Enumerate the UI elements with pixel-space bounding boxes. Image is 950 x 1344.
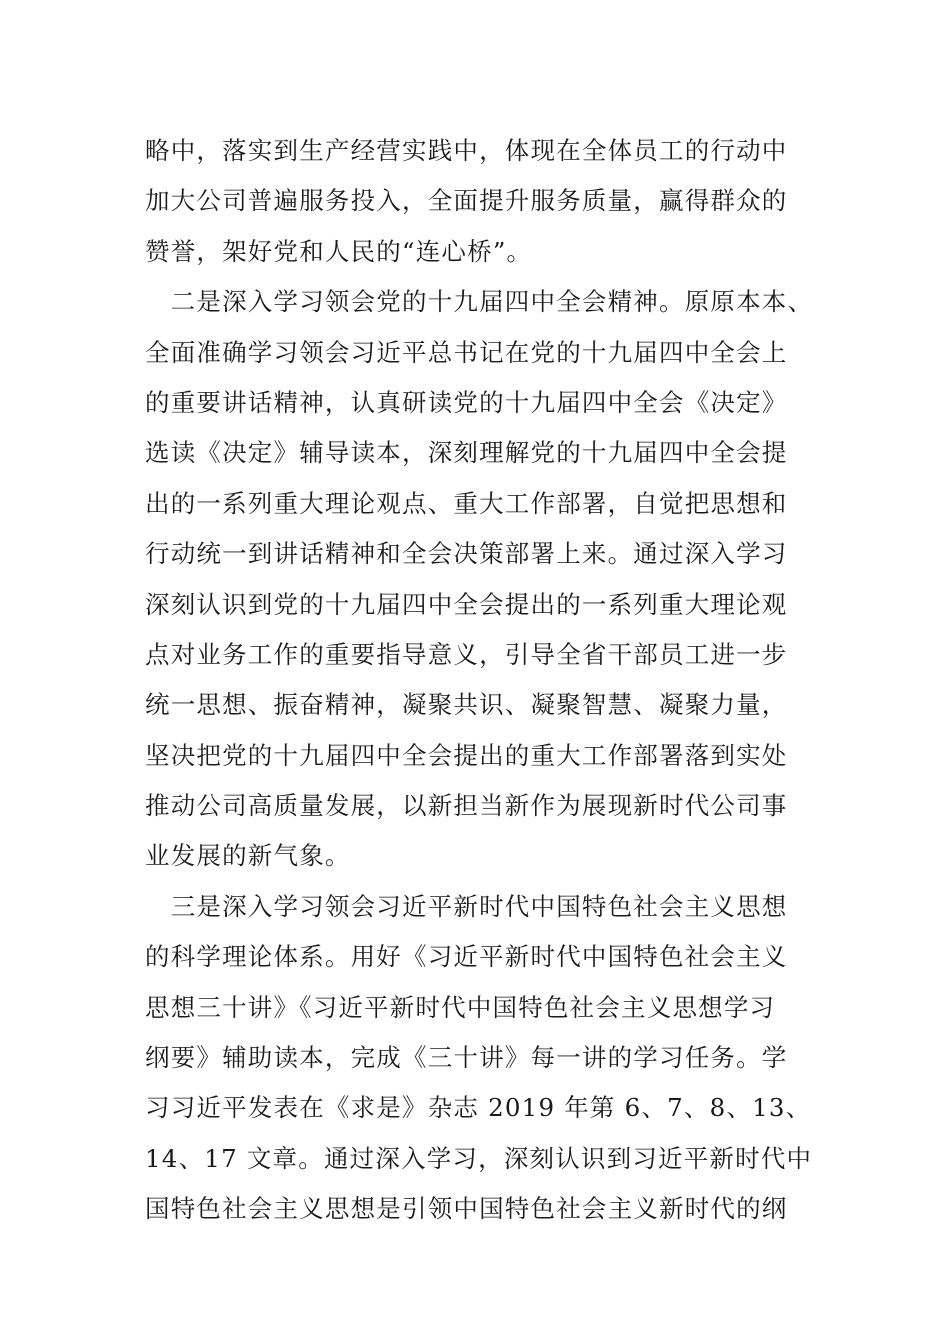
text-line-18: 思想三十讲》《习近平新时代中国特色社会主义思想学习 xyxy=(145,992,776,1022)
text-line-15: 业发展的新气象。 xyxy=(145,841,351,871)
text-line-9: 行动统一到讲话精神和全会决策部署上来。通过深入学习 xyxy=(145,539,788,569)
text-line-3: 赞誉，架好党和人民的“连心桥”。 xyxy=(145,236,533,266)
text-line-4: 二是深入学习领会党的十九届四中全会精神。原原本本、 xyxy=(145,287,814,317)
text-line-11: 点对业务工作的重要指导意义，引导全省干部员工进一步 xyxy=(145,639,788,669)
text-line-6: 的重要讲话精神，认真研读党的十九届四中全会《决定》 xyxy=(145,387,788,417)
text-line-8: 出的一系列重大理论观点、重大工作部署，自觉把思想和 xyxy=(145,488,788,518)
text-line-20: 习习近平发表在《求是》杂志 2019 年第 6、7、8、13、 xyxy=(145,1093,812,1123)
text-line-7: 选读《决定》辅导读本，深刻理解党的十九届四中全会提 xyxy=(145,438,788,468)
text-line-1: 略中，落实到生产经营实践中，体现在全体员工的行动中 xyxy=(145,136,788,165)
text-line-22: 国特色社会主义思想是引领中国特色社会主义新时代的纲 xyxy=(145,1194,788,1224)
text-line-12: 统一思想、振奋精神，凝聚共识、凝聚智慧、凝聚力量， xyxy=(145,690,788,720)
text-line-17: 的科学理论体系。用好《习近平新时代中国特色社会主义 xyxy=(145,942,788,972)
text-line-10: 深刻认识到党的十九届四中全会提出的一系列重大理论观 xyxy=(145,589,788,619)
text-line-16: 三是深入学习领会习近平新时代中国特色社会主义思想 xyxy=(145,891,788,921)
text-line-21: 14、17 文章。通过深入学习，深刻认识到习近平新时代中 xyxy=(145,1143,813,1173)
text-line-13: 坚决把党的十九届四中全会提出的重大工作部署落到实处 xyxy=(145,740,788,770)
body-text xyxy=(145,126,825,1235)
text-line-19: 纲要》辅助读本，完成《三十讲》每一讲的学习任务。学 xyxy=(145,1043,788,1073)
text-line-5: 全面准确学习领会习近平总书记在党的十九届四中全会上 xyxy=(145,337,788,367)
text-line-2: 加大公司普遍服务投入，全面提升服务质量，赢得群众的 xyxy=(145,186,788,216)
text-line-14: 推动公司高质量发展，以新担当新作为展现新时代公司事 xyxy=(145,791,788,821)
